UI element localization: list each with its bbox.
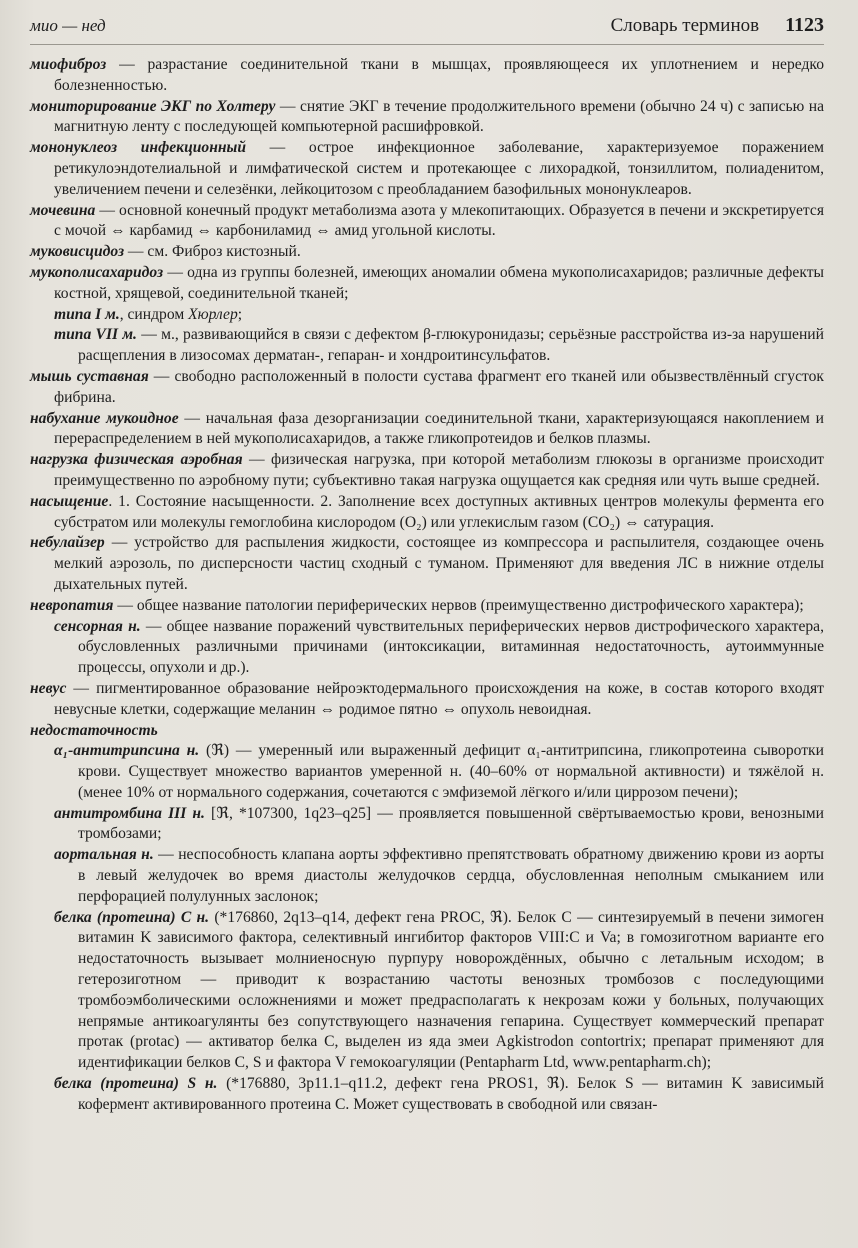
glossary-entry bbox=[30, 596, 824, 617]
glossary-entries bbox=[30, 55, 824, 1116]
glossary-entry bbox=[30, 201, 824, 243]
entry-text: , синдром bbox=[119, 305, 189, 323]
entry-term: нагрузка физическая аэробная bbox=[30, 451, 243, 469]
entry-term: мукополисахаридоз bbox=[30, 263, 164, 281]
entry-text: (*176860, 2q13–q14, дефект гена PROC, ℜ). Белок C — синтезируемый в печени зимоген витамин K зависимого фактора, селективный ингибитор факторов VIII:C и Va; в гомозиготном варианте его недостаточность вызывает молниеносную пурпуру новорождённых, обычно с летальным исходом; в гетерозиготном — приводит к возрастанию частоты венозных тромбозов с последующими тромбоэмболическими осложнениями и может предрасполагать к некрозам кожи у больных, получающих непрямые антикоагулянты без сопутствующего назначения гепарина. Существует коммерческий препарат протак (protac) — активатор белка C, выделен из яда змеи Agkistrodon contortrix; препарат применяют для идентификации белков C, S и фактора V гемокоагуляции (Pentapharm Ltd, www.pentapharm.ch); bbox=[78, 908, 824, 1072]
glossary-subentry bbox=[30, 741, 824, 803]
glossary-entry bbox=[30, 721, 824, 742]
glossary-subentry bbox=[30, 305, 824, 326]
entry-term: сенсорная н. bbox=[54, 617, 141, 635]
entry-eponym: Хюрлер bbox=[188, 305, 238, 323]
entry-text: — м., развивающийся в связи с дефектом β-глюкуронидазы; серьёзные расстройства из-за нарушений расщепления в лизосомах дерматан-, гепаран- и хондроитинсульфатов. bbox=[78, 326, 825, 365]
running-header bbox=[30, 14, 824, 45]
glossary-entry bbox=[30, 492, 824, 534]
entry-text: . 1. Состояние насыщенности. 2. Заполнение всех доступных активных центров молекулы фермента его субстратом или молекулы гемоглобина кислородом (O₂) или углекислым газом (CO₂) ⇔ сатурация. bbox=[54, 492, 824, 531]
glossary-subentry bbox=[30, 1074, 824, 1116]
entry-text: (ℜ) — умеренный или выраженный дефицит α₁-антитрипсина, гликопротеина сыворотки крови. Существует множество вариантов умеренной н. (40–60% от нормальной активности) и тяжёлой н. (менее 10% от нормального содержания, сочетаются с эмфиземой лёгкого и/или циррозом печени); bbox=[78, 742, 824, 801]
entry-term: мочевина bbox=[30, 201, 96, 219]
glossary-entry bbox=[30, 533, 824, 595]
entry-text: — общее название поражений чувствительных периферических нервов дистрофического характера, обусловленных различными причинами (интоксикации, витаминная недостаточность, аутоиммунные процессы, опухоли и др.). bbox=[78, 617, 824, 677]
entry-term: α₁-антитрипсина н. bbox=[54, 742, 200, 760]
entry-text: — см. Фиброз кистозный. bbox=[124, 243, 301, 261]
glossary-subentry bbox=[30, 908, 824, 1074]
glossary-entry bbox=[30, 367, 824, 409]
glossary-entry bbox=[30, 450, 824, 492]
entry-tail: ; bbox=[237, 305, 243, 323]
entry-term: антитромбина III н. bbox=[54, 804, 205, 822]
entry-term: невропатия bbox=[30, 596, 114, 614]
entry-term: белка (протеина) S н. bbox=[54, 1075, 218, 1093]
glossary-entry bbox=[30, 409, 824, 451]
entry-text: — устройство для распыления жидкости, состоящее из компрессора и распылителя, создающее очень мелкий аэрозоль, по дисперсности частиц сходный с туманом. Применяют для введения ЛС в нижние отделы дыхательных путей. bbox=[54, 534, 824, 593]
entry-term: набухание мукоидное bbox=[30, 409, 179, 427]
entry-term: мышь суставная bbox=[30, 367, 149, 385]
entry-text: — разрастание соединительной ткани в мышцах, проявляющееся их уплотнением и нередко болезненностью. bbox=[54, 56, 824, 94]
entry-text: — пигментированное образование нейроэктодермального происхождения на коже, в состав которого входят невусные клетки, содержащие меланин ⇔ родимое пятно ⇔ опухоль невоидная. bbox=[54, 679, 824, 718]
entry-term: миофиброз bbox=[30, 56, 107, 73]
entry-term: типа VII м. bbox=[54, 326, 137, 344]
entry-text: — одна из группы болезней, имеющих аномалии обмена мукополисахаридов; различные дефекты костной, хрящевой, соединительной тканей; bbox=[54, 263, 824, 302]
entry-text: — снятие ЭКГ в течение продолжительного времени (обычно 24 ч) с записью на магнитную ленту с последующей компьютерной расшифровкой. bbox=[54, 97, 824, 136]
entry-term: аортальная н. bbox=[54, 846, 154, 864]
entry-text: — острое инфекционное заболевание, характеризуемое поражением ретикулоэндотелиальной и лимфатической систем и протекающее с лихорадкой, тонзиллитом, полиаденитом, увеличением печени и селезёнки, лейкоцитозом с преобладанием базофильных мононуклеаров. bbox=[54, 139, 824, 198]
entry-text: — начальная фаза дезорганизации соединительной ткани, характеризующаяся накоплением и перераспределением в ней мукополисахаридов, а также гликопротеидов и белков плазмы. bbox=[54, 409, 824, 448]
glossary-entry bbox=[30, 55, 824, 97]
glossary-entry bbox=[30, 97, 824, 139]
entry-text: — неспособность клапана аорты эффективно препятствовать обратному движению крови из аорты в левый желудочек во время диастолы желудочков сердца, обусловленная неполным смыканием или перфорацией полулунных заслонок; bbox=[78, 846, 825, 905]
header-range: мио — нед bbox=[30, 16, 106, 35]
entry-term: насыщение bbox=[30, 492, 109, 510]
glossary-entry bbox=[30, 679, 824, 721]
glossary-subentry bbox=[30, 325, 824, 367]
entry-text: — свободно расположенный в полости сустава фрагмент его тканей или обызвествлённый сгусток фибрина. bbox=[54, 367, 824, 406]
glossary-entry bbox=[30, 263, 824, 305]
entry-text: — физическая нагрузка, при которой метаболизм глюкозы в организме происходит преимущественно по аэробному пути; субъективно такая нагрузка ощущается как средняя или чуть выше средней. bbox=[54, 451, 824, 489]
entry-text: — основной конечный продукт метаболизма азота у млекопитающих. Образуется в печени и экскретируется с мочой ⇔ карбамид ⇔ карбониламид ⇔ амид угольной кислоты. bbox=[54, 201, 824, 240]
header-right bbox=[611, 14, 824, 37]
entry-term: мононуклеоз инфекционный bbox=[30, 139, 247, 157]
glossary-subentry bbox=[30, 845, 824, 907]
entry-term: небулайзер bbox=[30, 534, 105, 552]
entry-term: муковисцидоз bbox=[30, 243, 125, 261]
entry-text: [ℜ, *107300, 1q23–q25] — проявляется повышенной свёртываемостью крови, венозными тромбозами; bbox=[78, 804, 824, 843]
entry-text: (*176880, 3p11.1–q11.2, дефект гена PROS1, ℜ). Белок S — витамин K зависимый кофермент активированного протеина C. Может существовать в свободной или связан- bbox=[78, 1075, 824, 1113]
entry-term: белка (протеина) C н. bbox=[54, 908, 210, 926]
page-number: 1123 bbox=[785, 14, 824, 36]
glossary-subentry bbox=[30, 804, 824, 846]
glossary-entry bbox=[30, 138, 824, 200]
entry-term: недостаточность bbox=[30, 721, 158, 739]
entry-text: — общее название патологии периферических нервов (преимущественно дистрофического характера); bbox=[113, 596, 804, 614]
entry-term: невус bbox=[30, 679, 67, 697]
glossary-subentry bbox=[30, 617, 824, 679]
entry-term: типа I м. bbox=[54, 305, 120, 323]
entry-term: мониторирование ЭКГ по Холтеру bbox=[30, 97, 276, 115]
header-title: Словарь терминов bbox=[610, 15, 760, 36]
glossary-entry bbox=[30, 242, 824, 263]
